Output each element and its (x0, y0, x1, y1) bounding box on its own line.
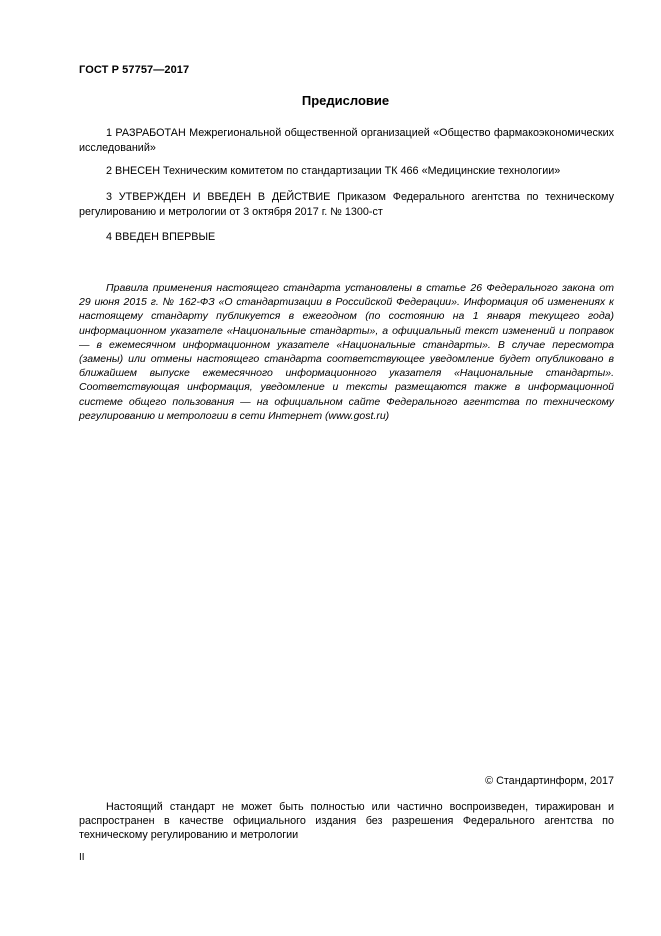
page-number: II (79, 852, 85, 863)
foreword-item-approved: 3 УТВЕРЖДЕН И ВВЕДЕН В ДЕЙСТВИЕ Приказом Федерального агентства по техническому регулированию и метрологии от 3 октября 2017 г. № 1300-ст (79, 191, 614, 218)
page-title: Предисловие (301, 93, 390, 108)
copyright-line: © Стандартинформ, 2017 (485, 775, 614, 787)
application-rules-notice: Правила применения настоящего стандарта установлены в статье 26 Федерального закона от 29 июня 2015 г. № 162-ФЗ «О стандартизации в Российской Федерации». Информация об изменениях к настоящему стандарту публикуется в ежегодном (по состоянию на 1 января текущего года) информационном указателе «Национальные стандарты», а официальный текст изменений и поправок — в ежемесячном информационном указателе «Национальные стандарты». В случае пересмотра (замены) или отмены настоящего стандарта соответствующее уведомление будет опубликовано в ближайшем выпуске ежемесячного информационного указателя «Национальные стандарты». Соответствующая информация, уведомление и тексты размещаются также в информационной системе общего пользования — на официальном сайте Федерального агентства по техническому регулированию и метрологии в сети Интернет (www.gost.ru) (79, 282, 614, 422)
foreword-item-introduced: 2 ВНЕСЕН Техническим комитетом по стандартизации ТК 466 «Медицинские технологии» (106, 165, 561, 177)
foreword-item-developed: 1 РАЗРАБОТАН Межрегиональной общественной организацией «Общество фармакоэкономических исследований» (79, 127, 614, 154)
standard-code-header: ГОСТ Р 57757—2017 (79, 64, 190, 76)
foreword-item-first-edition: 4 ВВЕДЕН ВПЕРВЫЕ (106, 231, 216, 243)
reproduction-notice: Настоящий стандарт не может быть полностью или частично воспроизведен, тиражирован и распространен в качестве официального издания без разрешения Федерального агентства по техническому регулированию и метрологии (79, 801, 614, 841)
